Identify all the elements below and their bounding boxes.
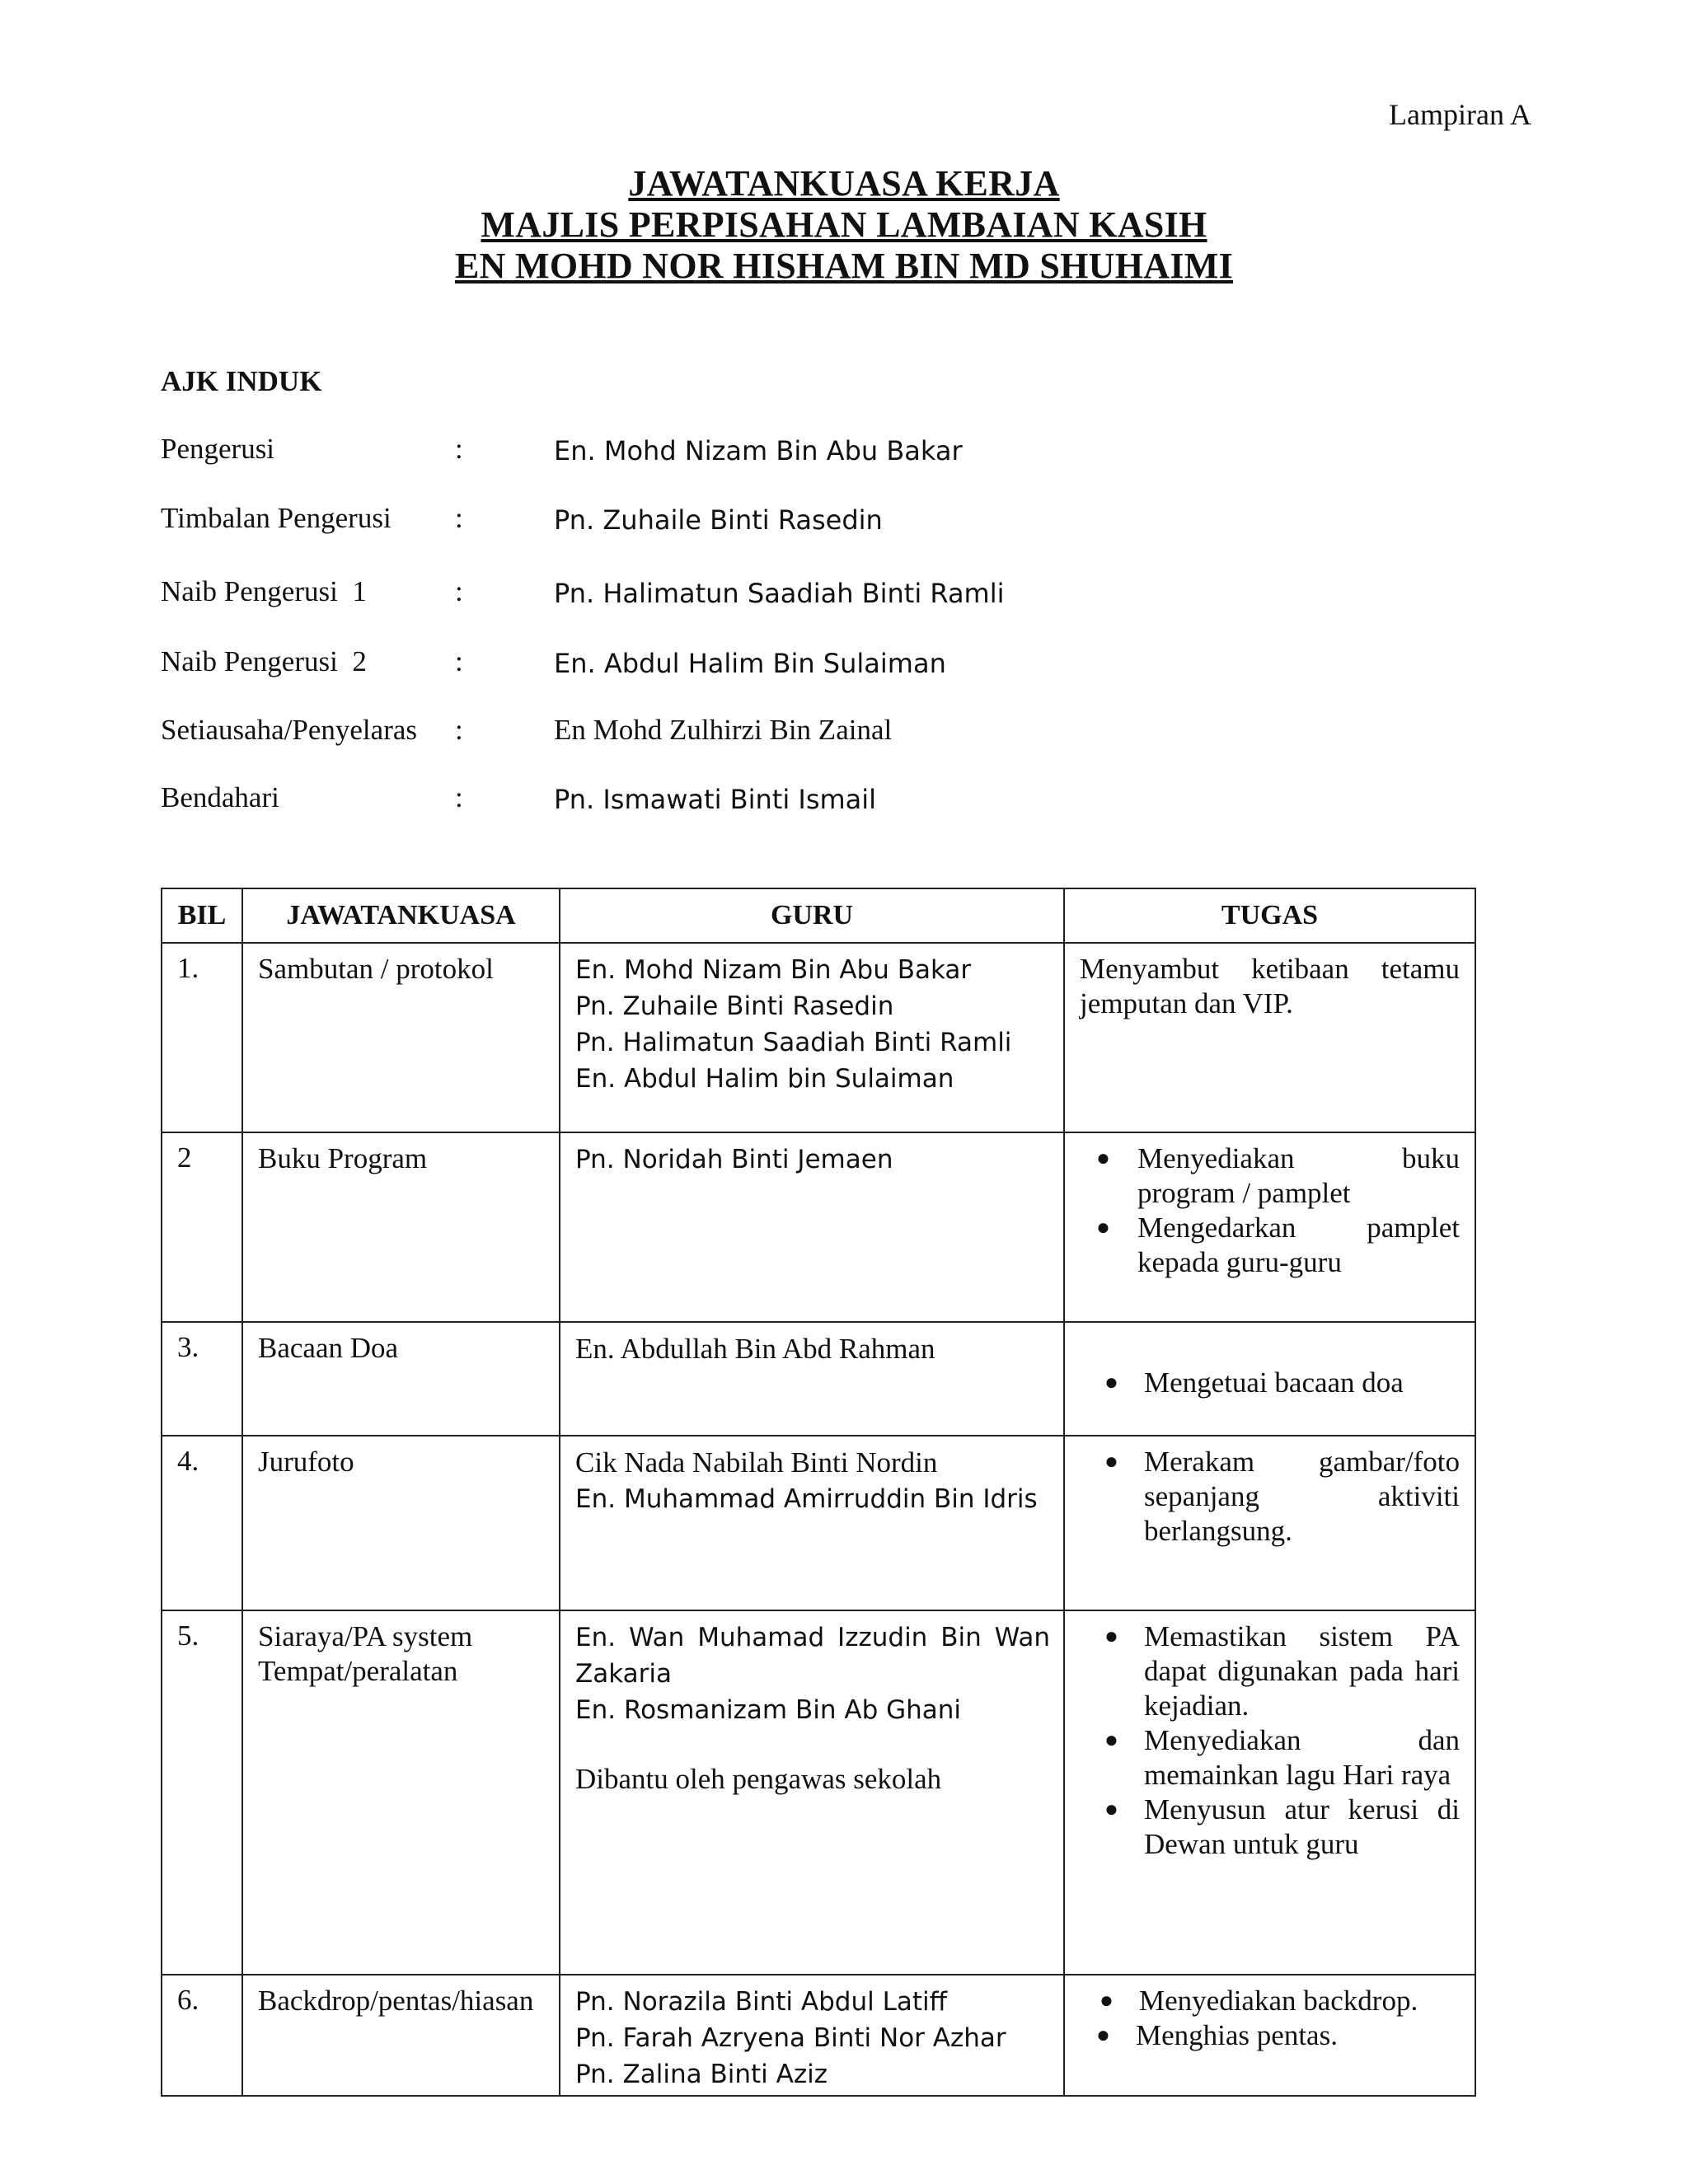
cell-bil: 4. [162,1436,242,1610]
cell-bil: 1. [162,943,242,1132]
ajk-row-timbalan [161,502,1397,540]
cell-jawatankuasa: Jurufoto [242,1436,560,1610]
header-jawatankuasa: JAWATANKUASA [242,888,560,943]
cell-jawatankuasa: Backdrop/pentas/hiasan [242,1975,560,2096]
ajk-row-bendahari [161,781,1397,819]
ajk-value: Pn. Halimatun Saadiah Binti Ramli [554,578,1005,609]
guru-name: Cik Nada Nabilah Binti Nordin [575,1446,938,1479]
table-row [162,1132,1475,1322]
tugas-item-text: Mengedarkan pamplet kepada guru-guru [1137,1212,1460,1278]
cell-guru [560,1436,1064,1610]
title-line-3: EN MOHD NOR HISHAM BIN MD SHUHAIMI [455,246,1233,286]
cell-jawatankuasa [242,1610,560,1975]
tugas-item [1080,1984,1460,2018]
header-bil: BIL [162,888,242,943]
cell-tugas [1064,1610,1475,1975]
ajk-label: Pengerusi [161,433,275,465]
tugas-item-text: Merakam gambar/foto sepanjang aktiviti berlangsung. [1144,1446,1460,1547]
table-row [162,1610,1475,1975]
committee-table [161,888,1476,2097]
tugas-text: Menyambut ketibaan tetamu jemputan dan VIP. [1080,953,1460,1019]
ajk-value: En Mohd Zulhirzi Bin Zainal [554,714,893,746]
tugas-item-text: Mengetuai bacaan doa [1144,1366,1404,1399]
cell-bil: 3. [162,1322,242,1436]
ajk-colon: : [455,714,463,746]
document-title [0,163,1688,287]
header-tugas: TUGAS [1064,888,1475,943]
ajk-value: En. Abdul Halim Bin Sulaiman [554,648,946,679]
guru-note: Dibantu oleh pengawas sekolah [575,1763,942,1795]
ajk-value: En. Mohd Nizam Bin Abu Bakar [554,435,963,466]
guru-name: Pn. Norazila Binti Abdul Latiff [575,1987,947,2017]
tugas-item [1080,2018,1460,2053]
cell-tugas [1064,1436,1475,1610]
bullet-icon: ● [1104,1449,1118,1474]
appendix-label: Lampiran A [1389,98,1531,131]
table-row [162,943,1475,1132]
cell-tugas [1064,1322,1475,1436]
guru-name: Pn. Zuhaile Binti Rasedin [575,991,894,1021]
tugas-list [1080,1366,1460,1400]
cell-tugas [1064,943,1475,1132]
tugas-list [1080,1445,1460,1549]
jawatankuasa-line: Tempat/peralatan [258,1655,458,1687]
cell-guru [560,1132,1064,1322]
ajk-value: Pn. Ismawati Binti Ismail [554,784,877,815]
cell-tugas [1064,1132,1475,1322]
header-guru: GURU [560,888,1064,943]
title-line-1: JAWATANKUASA KERJA [628,163,1060,204]
ajk-colon: : [455,502,463,534]
tugas-item [1080,1723,1460,1793]
guru-name: En. Mohd Nizam Bin Abu Bakar [575,955,972,985]
ajk-row-setiausaha [161,714,1397,752]
ajk-row-naib-2 [161,645,1397,683]
table-header-row [162,888,1475,943]
cell-jawatankuasa: Buku Program [242,1132,560,1322]
ajk-label: Timbalan Pengerusi [161,502,392,534]
tugas-item-text: Menyediakan backdrop. [1139,1985,1418,2017]
ajk-label: Naib Pengerusi 1 [161,575,367,607]
tugas-item-text: Memastikan sistem PA dapat digunakan pada hari kejadian. [1144,1620,1460,1722]
title-line-2: MAJLIS PERPISAHAN LAMBAIAN KASIH [481,204,1207,245]
tugas-list [1080,1984,1460,2053]
bullet-icon: ● [1104,1370,1118,1395]
tugas-item [1080,1211,1460,1280]
ajk-heading: AJK INDUK [161,365,322,397]
ajk-row-pengerusi [161,433,1397,471]
tugas-item [1080,1141,1460,1211]
ajk-colon: : [455,645,463,677]
bullet-icon: ● [1104,1797,1118,1822]
table-row [162,1436,1475,1610]
guru-name: En. Muhammad Amirruddin Bin Idris [575,1484,1038,1514]
ajk-value: Pn. Zuhaile Binti Rasedin [554,504,883,536]
tugas-item [1080,1366,1460,1400]
guru-name: Pn. Farah Azryena Binti Nor Azhar [575,2023,1006,2053]
ajk-row-naib-1 [161,575,1397,613]
cell-bil: 5. [162,1610,242,1975]
ajk-colon: : [455,433,463,465]
cell-guru [560,1975,1064,2096]
cell-bil: 6. [162,1975,242,2096]
bullet-icon: ● [1104,1727,1118,1753]
cell-jawatankuasa: Bacaan Doa [242,1322,560,1436]
guru-name: En. Wan Muhamad Izzudin Bin Wan Zakaria [575,1623,1050,1689]
tugas-list [1080,1619,1460,1862]
bullet-icon: ● [1100,1988,1114,2013]
guru-name: Pn. Zalina Binti Aziz [575,2060,828,2089]
tugas-item [1080,1793,1460,1862]
tugas-item-text: Menyediakan buku program / pamplet [1137,1142,1460,1209]
ajk-label: Bendahari [161,781,279,813]
tugas-item [1080,1619,1460,1723]
tugas-item-text: Menyediakan dan memainkan lagu Hari raya [1144,1724,1460,1791]
guru-name: En. Abdul Halim bin Sulaiman [575,1064,954,1094]
jawatankuasa-line: Siaraya/PA system [258,1620,473,1652]
ajk-label: Naib Pengerusi 2 [161,645,367,677]
guru-name: Pn. Noridah Binti Jemaen [575,1145,893,1174]
cell-jawatankuasa: Sambutan / protokol [242,943,560,1132]
ajk-colon: : [455,575,463,607]
cell-bil: 2 [162,1132,242,1322]
ajk-colon: : [455,781,463,813]
tugas-item-text: Menghias pentas. [1136,2019,1338,2051]
ajk-label: Setiausaha/Penyelaras [161,714,418,746]
tugas-item-text: Menyusun atur kerusi di Dewan untuk guru [1144,1793,1460,1860]
table-row [162,1322,1475,1436]
bullet-icon: ● [1096,2022,1110,2048]
tugas-item [1080,1445,1460,1549]
cell-guru [560,1610,1064,1975]
bullet-icon: ● [1104,1624,1118,1649]
table-row [162,1975,1475,2096]
tugas-list [1080,1141,1460,1280]
bullet-icon: ● [1096,1215,1110,1240]
guru-name: En. Abdullah Bin Abd Rahman [575,1333,935,1365]
guru-name: En. Rosmanizam Bin Ab Ghani [575,1695,962,1725]
bullet-icon: ● [1096,1146,1110,1171]
cell-tugas [1064,1975,1475,2096]
cell-guru [560,1322,1064,1436]
guru-name: Pn. Halimatun Saadiah Binti Ramli [575,1028,1012,1057]
cell-guru [560,943,1064,1132]
